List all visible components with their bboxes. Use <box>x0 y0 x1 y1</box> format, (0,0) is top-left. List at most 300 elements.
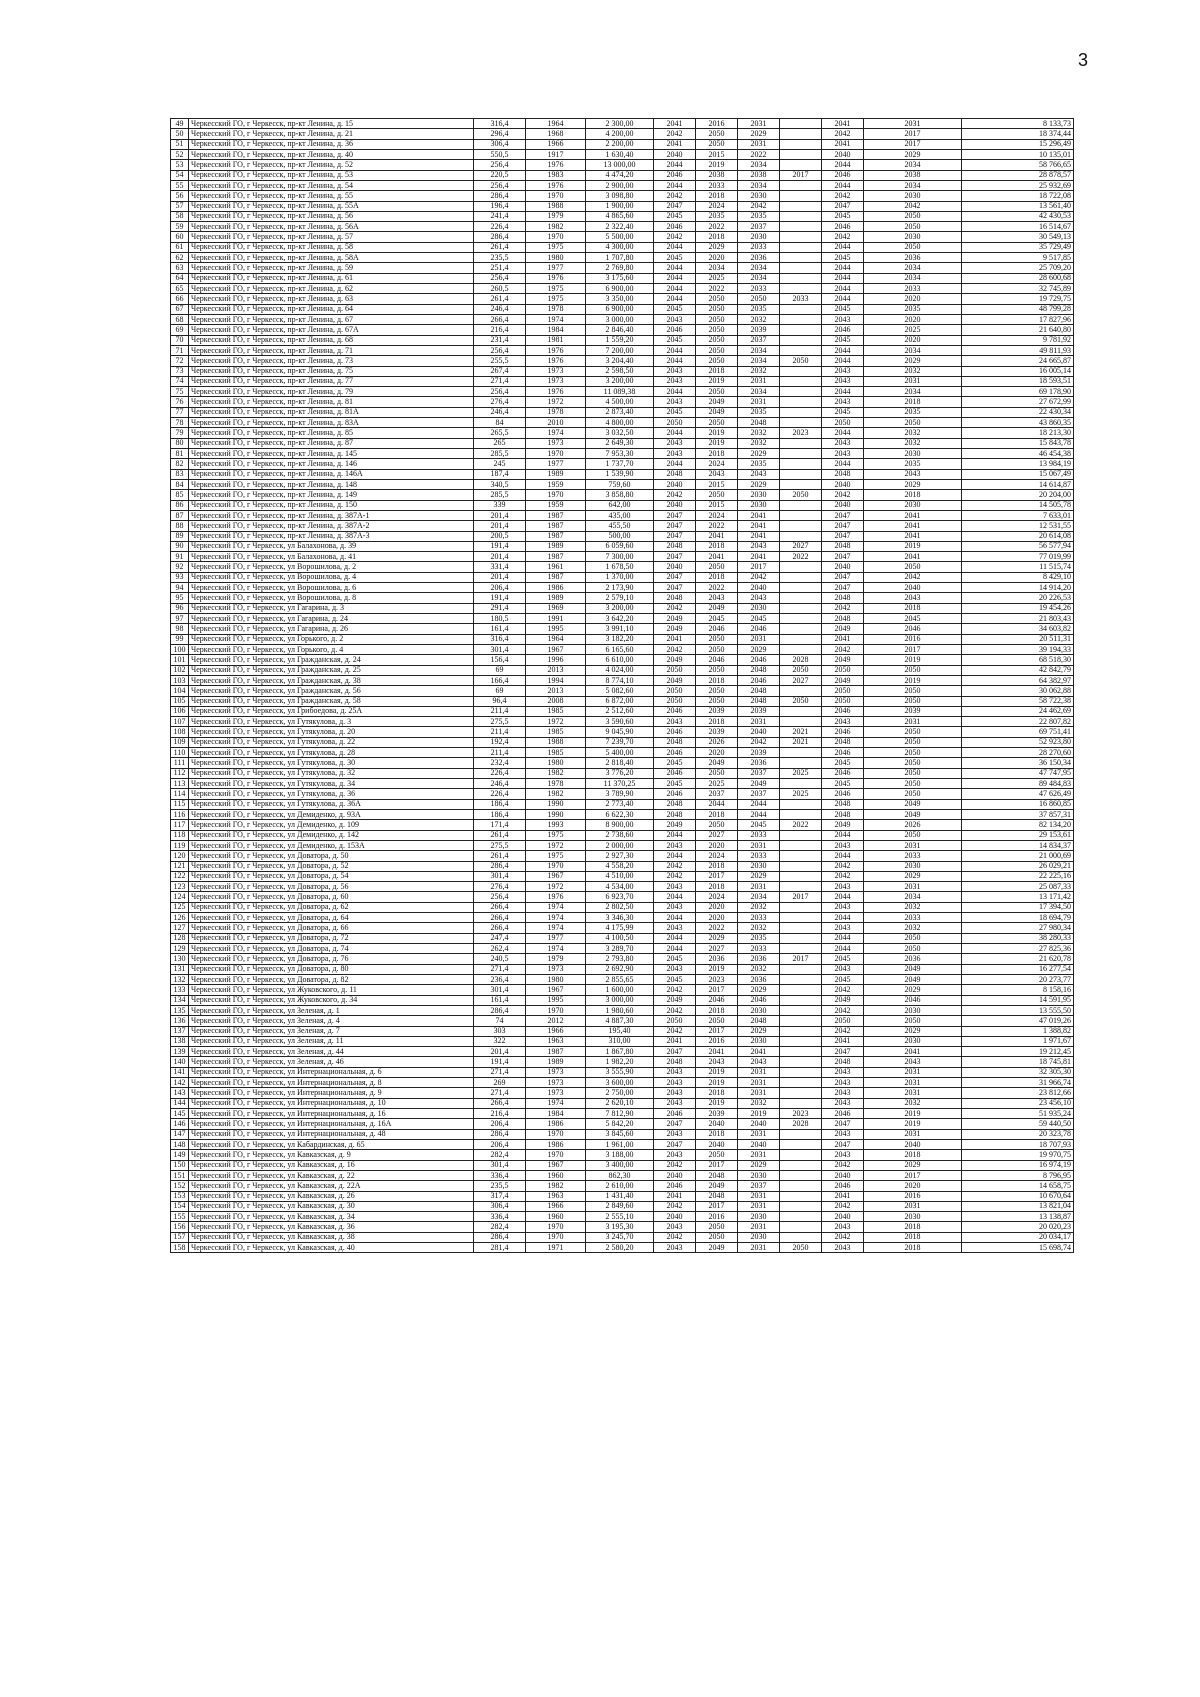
cell-year-6: 2018 <box>864 490 962 500</box>
cell-year-3: 2032 <box>738 366 780 376</box>
cell-cost: 3 000,00 <box>586 314 654 324</box>
cell-amount: 1 388,82 <box>962 1026 1074 1036</box>
cell-amount: 10 670,64 <box>962 1191 1074 1201</box>
cell-year-4 <box>780 1067 822 1077</box>
cell-cost: 7 300,00 <box>586 552 654 562</box>
cell-year-4 <box>780 964 822 974</box>
cell-year-5: 2040 <box>822 149 864 159</box>
cell-amount: 47 747,95 <box>962 768 1074 778</box>
table-row <box>171 304 1074 314</box>
cell-row-number: 121 <box>171 861 189 871</box>
cell-year-2: 2048 <box>696 1170 738 1180</box>
cell-year-5: 2046 <box>822 768 864 778</box>
cell-year-6: 2032 <box>864 366 962 376</box>
cell-year-built: 1979 <box>526 211 586 221</box>
cell-year-6: 2017 <box>864 129 962 139</box>
cell-row-number: 65 <box>171 284 189 294</box>
cell-year-6: 2019 <box>864 675 962 685</box>
cell-year-1: 2045 <box>654 253 696 263</box>
cell-year-6: 2020 <box>864 1181 962 1191</box>
cell-year-4 <box>780 1047 822 1057</box>
cell-year-6: 2050 <box>864 789 962 799</box>
cell-amount: 15 296,49 <box>962 139 1074 149</box>
cell-address: Черкесский ГО, г Черкесск, ул Демиденко, д. 109 <box>189 820 474 830</box>
cell-year-built: 1966 <box>526 1201 586 1211</box>
cell-year-2: 2050 <box>696 356 738 366</box>
cell-year-1: 2043 <box>654 1098 696 1108</box>
cell-year-3: 2032 <box>738 902 780 912</box>
cell-year-5: 2041 <box>822 1036 864 1046</box>
cell-year-4 <box>780 397 822 407</box>
cell-year-built: 1980 <box>526 974 586 984</box>
cell-row-number: 68 <box>171 314 189 324</box>
cell-year-2: 2039 <box>696 727 738 737</box>
cell-year-4 <box>780 861 822 871</box>
cell-address: Черкесский ГО, г Черкесск, ул Доватора, д. 54 <box>189 871 474 881</box>
cell-year-6: 2050 <box>864 211 962 221</box>
cell-year-4 <box>780 624 822 634</box>
cell-year-6: 2035 <box>864 407 962 417</box>
cell-year-5: 2044 <box>822 892 864 902</box>
cell-address: Черкесский ГО, г Черкесск, ул Доватора, д. 62 <box>189 902 474 912</box>
cell-year-1: 2041 <box>654 1036 696 1046</box>
cell-area: 301,4 <box>474 644 526 654</box>
cell-year-2: 2050 <box>696 686 738 696</box>
cell-year-1: 2042 <box>654 490 696 500</box>
cell-amount: 18 213,30 <box>962 428 1074 438</box>
cell-amount: 18 722,08 <box>962 191 1074 201</box>
cell-address: Черкесский ГО, г Черкесск, ул Гагарина, д. 26 <box>189 624 474 634</box>
cell-area: 276,4 <box>474 397 526 407</box>
cell-year-5: 2041 <box>822 119 864 129</box>
cell-year-1: 2049 <box>654 995 696 1005</box>
cell-row-number: 106 <box>171 706 189 716</box>
cell-year-1: 2042 <box>654 1201 696 1211</box>
table-row <box>171 974 1074 984</box>
cell-amount: 8 133,73 <box>962 119 1074 129</box>
cell-year-4 <box>780 273 822 283</box>
cell-year-1: 2046 <box>654 748 696 758</box>
cell-address: Черкесский ГО, г Черкесск, пр-кт Ленина, д. 57 <box>189 232 474 242</box>
cell-area: 266,4 <box>474 1098 526 1108</box>
cell-amount: 28 600,68 <box>962 273 1074 283</box>
cell-year-4 <box>780 902 822 912</box>
cell-year-2: 2036 <box>696 954 738 964</box>
cell-year-built: 1989 <box>526 593 586 603</box>
cell-area: 301,4 <box>474 1160 526 1170</box>
cell-year-built: 1972 <box>526 882 586 892</box>
cell-year-built: 1977 <box>526 459 586 469</box>
cell-year-1: 2050 <box>654 686 696 696</box>
cell-year-1: 2045 <box>654 779 696 789</box>
cell-year-4 <box>780 1088 822 1098</box>
cell-year-built: 1982 <box>526 222 586 232</box>
cell-year-3: 2031 <box>738 1201 780 1211</box>
cell-year-1: 2043 <box>654 438 696 448</box>
cell-amount: 32 745,89 <box>962 284 1074 294</box>
cell-address: Черкесский ГО, г Черкесск, ул Кавказская, д. 9 <box>189 1150 474 1160</box>
cell-cost: 2 750,00 <box>586 1088 654 1098</box>
cell-address: Черкесский ГО, г Черкесск, пр-кт Ленина, д. 387А-3 <box>189 531 474 541</box>
cell-cost: 2 802,50 <box>586 902 654 912</box>
cell-year-3: 2032 <box>738 438 780 448</box>
cell-year-4: 2023 <box>780 428 822 438</box>
cell-year-6: 2046 <box>864 624 962 634</box>
cell-area: 201,4 <box>474 572 526 582</box>
cell-year-1: 2047 <box>654 572 696 582</box>
cell-address: Черкесский ГО, г Черкесск, пр-кт Ленина, д. 68 <box>189 335 474 345</box>
cell-year-6: 2018 <box>864 397 962 407</box>
table-row <box>171 263 1074 273</box>
cell-year-1: 2044 <box>654 387 696 397</box>
cell-year-6: 2043 <box>864 469 962 479</box>
cell-year-1: 2041 <box>654 139 696 149</box>
cell-year-6: 2041 <box>864 531 962 541</box>
cell-year-4 <box>780 325 822 335</box>
cell-year-3: 2039 <box>738 706 780 716</box>
cell-year-3: 2030 <box>738 232 780 242</box>
table-row <box>171 944 1074 954</box>
cell-year-3: 2033 <box>738 830 780 840</box>
cell-address: Черкесский ГО, г Черкесск, пр-кт Ленина, д. 61 <box>189 273 474 283</box>
cell-address: Черкесский ГО, г Черкесск, ул Гутякулова, д. 36А <box>189 799 474 809</box>
cell-year-built: 1978 <box>526 304 586 314</box>
cell-year-6: 2036 <box>864 954 962 964</box>
cell-year-4 <box>780 1098 822 1108</box>
cell-amount: 59 440,50 <box>962 1119 1074 1129</box>
cell-year-6: 2050 <box>864 727 962 737</box>
table-body <box>171 119 1074 1253</box>
cell-cost: 1 559,20 <box>586 335 654 345</box>
cell-year-3: 2030 <box>738 1036 780 1046</box>
cell-year-2: 2050 <box>696 1150 738 1160</box>
cell-year-6: 2019 <box>864 1109 962 1119</box>
cell-year-5: 2041 <box>822 634 864 644</box>
cell-year-built: 1987 <box>526 510 586 520</box>
cell-year-4: 2017 <box>780 954 822 964</box>
cell-year-3: 2034 <box>738 273 780 283</box>
cell-year-5: 2044 <box>822 851 864 861</box>
cell-row-number: 138 <box>171 1036 189 1046</box>
cell-row-number: 70 <box>171 335 189 345</box>
cell-year-1: 2043 <box>654 1067 696 1077</box>
cell-year-3: 2046 <box>738 655 780 665</box>
cell-area: 191,4 <box>474 1057 526 1067</box>
cell-address: Черкесский ГО, г Черкесск, ул Гражданская, д. 58 <box>189 696 474 706</box>
cell-year-5: 2043 <box>822 1129 864 1139</box>
cell-address: Черкесский ГО, г Черкесск, пр-кт Ленина, д. 56А <box>189 222 474 232</box>
cell-area: 271,4 <box>474 1067 526 1077</box>
cell-address: Черкесский ГО, г Черкесск, ул Доватора, д. 66 <box>189 923 474 933</box>
cell-year-2: 2040 <box>696 1119 738 1129</box>
table-row <box>171 1057 1074 1067</box>
cell-year-2: 2020 <box>696 913 738 923</box>
cell-year-built: 1967 <box>526 871 586 881</box>
cell-cost: 7 812,90 <box>586 1109 654 1119</box>
cell-year-1: 2049 <box>654 614 696 624</box>
cell-year-4 <box>780 1232 822 1242</box>
cell-year-3: 2040 <box>738 1139 780 1149</box>
table-row <box>171 335 1074 345</box>
cell-year-built: 1973 <box>526 964 586 974</box>
cell-amount: 39 194,33 <box>962 644 1074 654</box>
cell-row-number: 102 <box>171 665 189 675</box>
cell-cost: 4 558,20 <box>586 861 654 871</box>
cell-area: 235,5 <box>474 1181 526 1191</box>
cell-area: 256,4 <box>474 892 526 902</box>
cell-address: Черкесский ГО, г Черкесск, ул Зеленая, д. 7 <box>189 1026 474 1036</box>
cell-address: Черкесский ГО, г Черкесск, пр-кт Ленина, д. 21 <box>189 129 474 139</box>
cell-address: Черкесский ГО, г Черкесск, ул Гражданская, д. 25 <box>189 665 474 675</box>
cell-year-built: 1972 <box>526 397 586 407</box>
cell-area: 232,4 <box>474 758 526 768</box>
cell-row-number: 66 <box>171 294 189 304</box>
cell-year-3: 2035 <box>738 933 780 943</box>
cell-year-4 <box>780 799 822 809</box>
cell-year-3: 2043 <box>738 1057 780 1067</box>
cell-year-2: 2050 <box>696 387 738 397</box>
cell-year-2: 2017 <box>696 1160 738 1170</box>
cell-cost: 5 500,00 <box>586 232 654 242</box>
cell-year-4 <box>780 882 822 892</box>
cell-row-number: 69 <box>171 325 189 335</box>
table-row <box>171 459 1074 469</box>
cell-area: 266,4 <box>474 913 526 923</box>
cell-year-6: 2025 <box>864 325 962 335</box>
cell-year-6: 2049 <box>864 799 962 809</box>
page-number: 3 <box>1078 50 1089 70</box>
cell-year-2: 2026 <box>696 737 738 747</box>
cell-amount: 68 518,30 <box>962 655 1074 665</box>
cell-year-1: 2043 <box>654 376 696 386</box>
cell-amount: 20 020,23 <box>962 1222 1074 1232</box>
cell-address: Черкесский ГО, г Черкесск, ул Гутякулова, д. 34 <box>189 779 474 789</box>
cell-year-4: 2050 <box>780 490 822 500</box>
cell-year-5: 2050 <box>822 686 864 696</box>
cell-row-number: 64 <box>171 273 189 283</box>
cell-year-built: 1970 <box>526 1005 586 1015</box>
cell-year-5: 2048 <box>822 469 864 479</box>
table-row <box>171 1232 1074 1242</box>
cell-year-1: 2040 <box>654 149 696 159</box>
cell-amount: 82 134,20 <box>962 820 1074 830</box>
cell-year-5: 2044 <box>822 459 864 469</box>
cell-year-4 <box>780 242 822 252</box>
cell-year-3: 2034 <box>738 160 780 170</box>
cell-row-number: 158 <box>171 1243 189 1253</box>
cell-address: Черкесский ГО, г Черкесск, ул Доватора, д. 76 <box>189 954 474 964</box>
cell-row-number: 112 <box>171 768 189 778</box>
cell-year-1: 2040 <box>654 500 696 510</box>
table-row <box>171 552 1074 562</box>
cell-year-5: 2047 <box>822 572 864 582</box>
cell-cost: 2 620,10 <box>586 1098 654 1108</box>
cell-area: 246,4 <box>474 779 526 789</box>
cell-year-2: 2050 <box>696 129 738 139</box>
cell-year-6: 2032 <box>864 923 962 933</box>
cell-cost: 4 887,30 <box>586 1016 654 1026</box>
table-row <box>171 1026 1074 1036</box>
cell-row-number: 124 <box>171 892 189 902</box>
cell-year-2: 2020 <box>696 253 738 263</box>
cell-year-6: 2017 <box>864 1170 962 1180</box>
cell-year-4 <box>780 521 822 531</box>
cell-year-built: 1974 <box>526 902 586 912</box>
cell-year-6: 2017 <box>864 139 962 149</box>
cell-year-3: 2017 <box>738 562 780 572</box>
cell-year-6: 2016 <box>864 634 962 644</box>
cell-year-4 <box>780 1160 822 1170</box>
cell-amount: 26 029,21 <box>962 861 1074 871</box>
cell-year-2: 2035 <box>696 211 738 221</box>
cell-amount: 28 270,60 <box>962 748 1074 758</box>
cell-year-4: 2023 <box>780 1109 822 1119</box>
cell-year-3: 2033 <box>738 944 780 954</box>
cell-year-5: 2045 <box>822 974 864 984</box>
table-row <box>171 655 1074 665</box>
cell-year-6: 2018 <box>864 1222 962 1232</box>
cell-cost: 1 867,80 <box>586 1047 654 1057</box>
cell-year-1: 2045 <box>654 335 696 345</box>
table-row <box>171 211 1074 221</box>
cell-amount: 8 158,16 <box>962 985 1074 995</box>
cell-year-3: 2030 <box>738 1170 780 1180</box>
cell-area: 286,4 <box>474 232 526 242</box>
cell-year-5: 2044 <box>822 345 864 355</box>
cell-year-built: 1987 <box>526 552 586 562</box>
cell-year-6: 2034 <box>864 345 962 355</box>
cell-amount: 20 034,17 <box>962 1232 1074 1242</box>
table-row <box>171 345 1074 355</box>
cell-address: Черкесский ГО, г Черкесск, ул Интернациональная, д. 16 <box>189 1109 474 1119</box>
cell-row-number: 141 <box>171 1067 189 1077</box>
cell-year-built: 1973 <box>526 438 586 448</box>
cell-year-5: 2050 <box>822 665 864 675</box>
table-row <box>171 222 1074 232</box>
cell-row-number: 52 <box>171 149 189 159</box>
cell-area: 186,4 <box>474 799 526 809</box>
cell-year-6: 2043 <box>864 1057 962 1067</box>
cell-address: Черкесский ГО, г Черкесск, ул Гутякулова, д. 32 <box>189 768 474 778</box>
cell-year-2: 2029 <box>696 242 738 252</box>
cell-amount: 27 980,34 <box>962 923 1074 933</box>
cell-year-2: 2018 <box>696 882 738 892</box>
cell-row-number: 96 <box>171 603 189 613</box>
cell-cost: 4 175,99 <box>586 923 654 933</box>
cell-area: 206,4 <box>474 1119 526 1129</box>
cell-address: Черкесский ГО, г Черкесск, ул Горького, д. 4 <box>189 644 474 654</box>
cell-address: Черкесский ГО, г Черкесск, ул Зеленая, д. 46 <box>189 1057 474 1067</box>
cell-cost: 2 846,40 <box>586 325 654 335</box>
cell-amount: 27 672,99 <box>962 397 1074 407</box>
cell-year-3: 2029 <box>738 479 780 489</box>
cell-year-4 <box>780 1016 822 1026</box>
cell-address: Черкесский ГО, г Черкесск, ул Кавказская, д. 38 <box>189 1232 474 1242</box>
cell-area: 286,4 <box>474 861 526 871</box>
cell-cost: 2 555,10 <box>586 1212 654 1222</box>
cell-area: 336,4 <box>474 1212 526 1222</box>
table-row <box>171 933 1074 943</box>
cell-cost: 4 534,00 <box>586 882 654 892</box>
cell-year-4 <box>780 191 822 201</box>
cell-row-number: 59 <box>171 222 189 232</box>
cell-amount: 24 462,69 <box>962 706 1074 716</box>
cell-year-3: 2031 <box>738 717 780 727</box>
cell-year-6: 2043 <box>864 593 962 603</box>
cell-area: 316,4 <box>474 119 526 129</box>
cell-address: Черкесский ГО, г Черкесск, пр-кт Ленина, д. 40 <box>189 149 474 159</box>
cell-year-5: 2046 <box>822 706 864 716</box>
cell-year-6: 2046 <box>864 995 962 1005</box>
cell-address: Черкесский ГО, г Черкесск, пр-кт Ленина, д. 87 <box>189 438 474 448</box>
cell-cost: 642,00 <box>586 500 654 510</box>
cell-cost: 2 793,80 <box>586 954 654 964</box>
cell-row-number: 132 <box>171 974 189 984</box>
cell-address: Черкесский ГО, г Черкесск, ул Жуковского, д. 34 <box>189 995 474 1005</box>
cell-year-4 <box>780 449 822 459</box>
cell-cost: 1 630,40 <box>586 149 654 159</box>
cell-address: Черкесский ГО, г Черкесск, ул Интернациональная, д. 6 <box>189 1067 474 1077</box>
cell-year-built: 1967 <box>526 1160 586 1170</box>
cell-row-number: 149 <box>171 1150 189 1160</box>
cell-year-1: 2044 <box>654 180 696 190</box>
cell-area: 269 <box>474 1078 526 1088</box>
cell-year-5: 2046 <box>822 789 864 799</box>
cell-address: Черкесский ГО, г Черкесск, пр-кт Ленина, д. 63 <box>189 294 474 304</box>
table-row <box>171 1119 1074 1129</box>
cell-year-1: 2042 <box>654 191 696 201</box>
cell-year-3: 2043 <box>738 593 780 603</box>
cell-year-built: 1976 <box>526 180 586 190</box>
cell-cost: 7 200,00 <box>586 345 654 355</box>
cell-year-2: 2015 <box>696 149 738 159</box>
table-row <box>171 779 1074 789</box>
cell-year-5: 2046 <box>822 1181 864 1191</box>
cell-year-2: 2050 <box>696 696 738 706</box>
cell-address: Черкесский ГО, г Черкесск, ул Ворошилова, д. 2 <box>189 562 474 572</box>
cell-year-5: 2044 <box>822 180 864 190</box>
cell-amount: 13 138,87 <box>962 1212 1074 1222</box>
cell-year-3: 2048 <box>738 686 780 696</box>
cell-area: 171,4 <box>474 820 526 830</box>
cell-amount: 17 827,96 <box>962 314 1074 324</box>
cell-year-2: 2046 <box>696 995 738 1005</box>
cell-area: 301,4 <box>474 985 526 995</box>
cell-year-2: 2016 <box>696 1036 738 1046</box>
table-row <box>171 644 1074 654</box>
cell-area: 271,4 <box>474 1088 526 1098</box>
cell-area: 303 <box>474 1026 526 1036</box>
cell-year-1: 2048 <box>654 541 696 551</box>
cell-year-3: 2031 <box>738 1129 780 1139</box>
cell-row-number: 153 <box>171 1191 189 1201</box>
cell-year-2: 2050 <box>696 325 738 335</box>
cell-row-number: 125 <box>171 902 189 912</box>
cell-year-built: 1976 <box>526 387 586 397</box>
cell-area: 256,4 <box>474 345 526 355</box>
cell-year-5: 2045 <box>822 211 864 221</box>
cell-area: 317,4 <box>474 1191 526 1201</box>
cell-year-6: 2050 <box>864 1016 962 1026</box>
cell-cost: 6 059,60 <box>586 541 654 551</box>
cell-cost: 1 431,40 <box>586 1191 654 1201</box>
cell-cost: 7 239,70 <box>586 737 654 747</box>
cell-year-1: 2046 <box>654 1181 696 1191</box>
cell-year-1: 2046 <box>654 768 696 778</box>
cell-cost: 5 400,00 <box>586 748 654 758</box>
cell-year-5: 2045 <box>822 304 864 314</box>
cell-area: 266,4 <box>474 923 526 933</box>
